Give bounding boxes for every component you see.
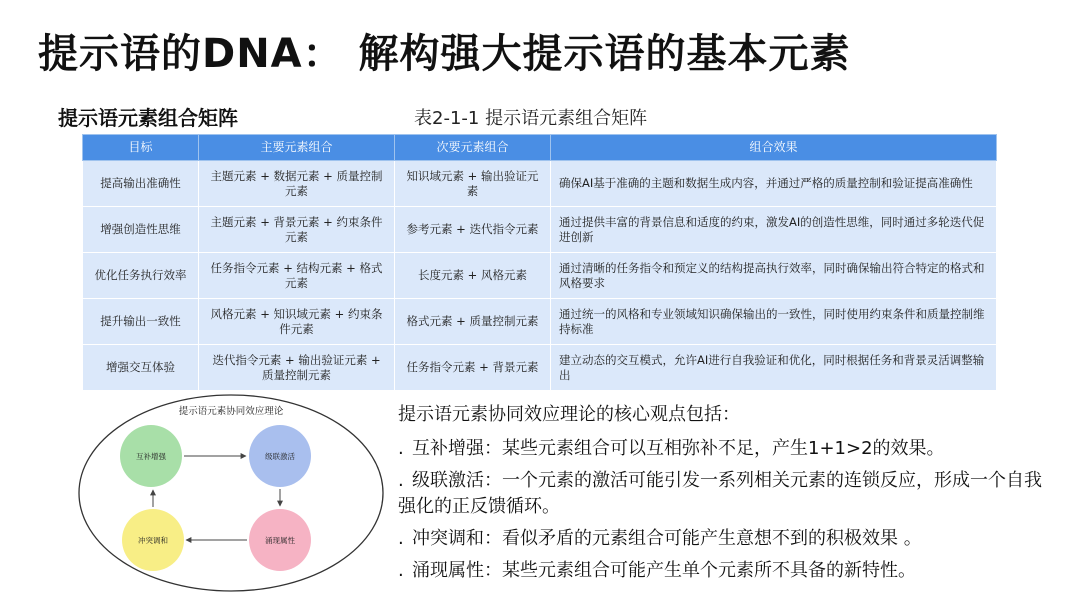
bullet-dot-icon: . (398, 528, 404, 550)
cell-primary: 主题元素 + 背景元素 + 约束条件元素 (199, 207, 395, 253)
cell-primary: 任务指令元素 + 结构元素 + 格式元素 (199, 253, 395, 299)
cell-goal: 优化任务执行效率 (83, 253, 199, 299)
table-row (83, 345, 997, 391)
cell-goal: 增强交互体验 (83, 345, 199, 391)
point-item (398, 526, 1058, 552)
core-points-lead: 提示语元素协同效应理论的核心观点包括： (398, 404, 740, 425)
bullet-dot-icon: . (398, 470, 404, 492)
cell-goal: 提升输出一致性 (83, 299, 199, 345)
diagram-outer-ellipse (79, 395, 383, 591)
synergy-theory-diagram (76, 392, 386, 594)
node-conflict-label: 冲突调和 (138, 536, 168, 545)
core-points (398, 402, 1058, 591)
cell-primary: 风格元素 + 知识域元素 + 约束条件元素 (199, 299, 395, 345)
point-item (398, 436, 1058, 462)
cell-primary: 主题元素 + 数据元素 + 质量控制元素 (199, 161, 395, 207)
cell-secondary: 长度元素 + 风格元素 (395, 253, 551, 299)
cell-effect: 建立动态的交互模式，允许AI进行自我验证和优化，同时根据任务和背景灵活调整输出 (551, 345, 997, 391)
point-item (398, 468, 1058, 520)
point-text: 涌现属性：某些元素组合可能产生单个元素所不具备的新特性。 (412, 560, 916, 582)
node-cascade-label: 级联激活 (265, 452, 295, 461)
point-text: 互补增强：某些元素组合可以互相弥补不足，产生1+1>2的效果。 (412, 438, 945, 460)
cell-effect: 通过提供丰富的背景信息和适度的约束，激发AI的创造性思维，同时通过多轮迭代促进创新 (551, 207, 997, 253)
cell-secondary: 格式元素 + 质量控制元素 (395, 299, 551, 345)
node-emergent-label: 涌现属性 (265, 536, 295, 545)
table-row (83, 299, 997, 345)
node-complementary-label: 互补增强 (136, 452, 166, 461)
section-subtitle: 提示语元素组合矩阵 (58, 106, 238, 130)
cell-goal: 增强创造性思维 (83, 207, 199, 253)
bullet-dot-icon: . (398, 560, 404, 582)
table-row (83, 161, 997, 207)
point-text: 冲突调和：看似矛盾的元素组合可能产生意想不到的积极效果 。 (412, 528, 922, 550)
cell-primary: 迭代指令元素 + 输出验证元素 + 质量控制元素 (199, 345, 395, 391)
combination-matrix-table (82, 134, 997, 391)
header-primary: 主要元素组合 (199, 135, 395, 161)
bullet-dot-icon: . (398, 438, 404, 460)
diagram-title: 提示语元素协同效应理论 (178, 406, 284, 417)
cell-effect: 通过清晰的任务指令和预定义的结构提高执行效率，同时确保输出符合特定的格式和风格要求 (551, 253, 997, 299)
cell-goal: 提高输出准确性 (83, 161, 199, 207)
cell-secondary: 知识域元素 + 输出验证元素 (395, 161, 551, 207)
table-row (83, 207, 997, 253)
header-goal: 目标 (83, 135, 199, 161)
table-header-row (83, 135, 997, 161)
cell-effect: 通过统一的风格和专业领域知识确保输出的一致性，同时使用约束条件和质量控制维持标准 (551, 299, 997, 345)
cell-effect: 确保AI基于准确的主题和数据生成内容，并通过严格的质量控制和验证提高准确性 (551, 161, 997, 207)
header-secondary: 次要元素组合 (395, 135, 551, 161)
point-item (398, 558, 1058, 584)
cell-secondary: 任务指令元素 + 背景元素 (395, 345, 551, 391)
page-title: 提示语的DNA： 解构强大提示语的基本元素 (38, 31, 851, 77)
table-row (83, 253, 997, 299)
point-text: 级联激活：一个元素的激活可能引发一系列相关元素的连锁反应，形成一个自我强化的正反馈循环。 (398, 470, 1042, 518)
table-caption: 表2-1-1 提示语元素组合矩阵 (414, 108, 648, 129)
header-effect: 组合效果 (551, 135, 997, 161)
cell-secondary: 参考元素 + 迭代指令元素 (395, 207, 551, 253)
